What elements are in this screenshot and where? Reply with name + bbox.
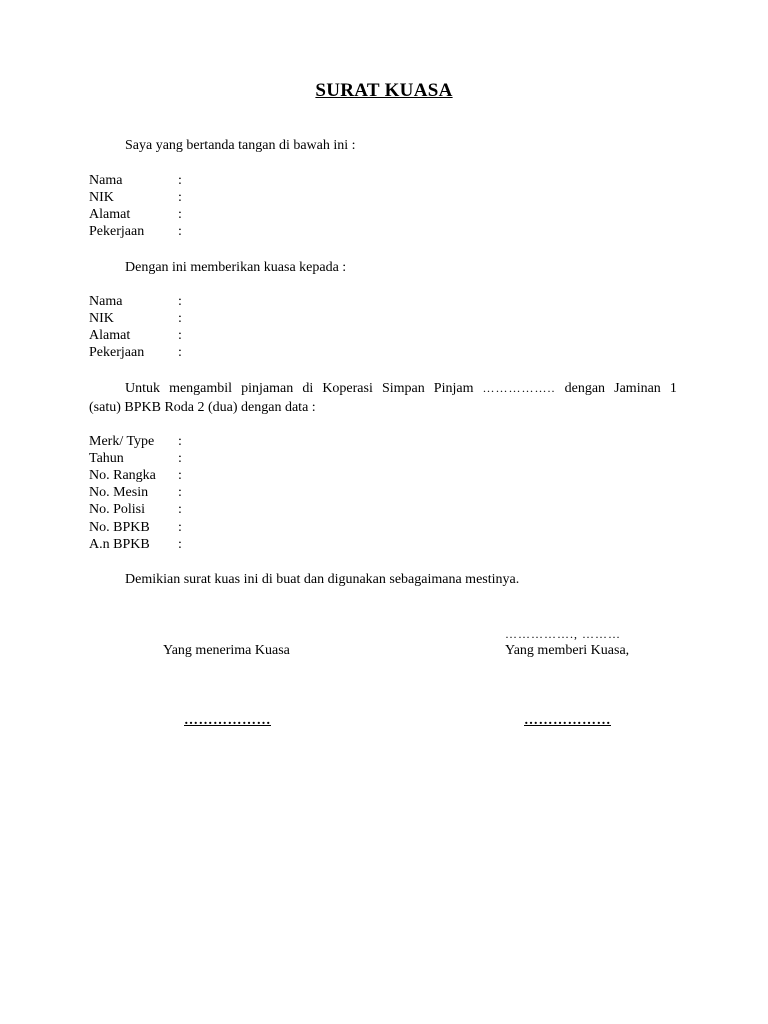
purpose-word: Koperasi	[322, 381, 373, 396]
field-colon: :	[178, 520, 182, 535]
field-label: Alamat	[89, 328, 131, 343]
purpose-word: di	[302, 381, 314, 396]
field-colon: :	[178, 224, 182, 239]
field-colon: :	[178, 207, 182, 222]
field-label: No. Polisi	[89, 502, 146, 517]
giver-field-nik	[89, 189, 182, 206]
field-label: Pekerjaan	[89, 345, 145, 360]
field-label: Nama	[89, 173, 123, 188]
giver-field-alamat	[89, 206, 182, 223]
field-label: Pekerjaan	[89, 224, 145, 239]
field-colon: :	[178, 190, 182, 205]
field-colon: :	[178, 173, 182, 188]
purpose-line-2: (satu) BPKB Roda 2 (dua) dengan data :	[89, 400, 316, 415]
purpose-word: 1	[669, 381, 677, 396]
receiver-signature-label: Yang menerima Kuasa	[163, 643, 290, 658]
field-colon: :	[178, 502, 182, 517]
giver-signature-line: ………………	[524, 713, 611, 728]
vehicle-field-merk	[89, 433, 182, 450]
vehicle-field-tahun	[89, 450, 182, 467]
document-title: SURAT KUASA	[315, 80, 453, 101]
field-label: Alamat	[89, 207, 131, 222]
field-colon: :	[178, 294, 182, 309]
field-colon: :	[178, 311, 182, 326]
place-date-blank: ……………., ………	[505, 627, 621, 641]
vehicle-field-mesin	[89, 484, 182, 501]
field-colon: :	[178, 451, 182, 466]
vehicle-field-rangka	[89, 467, 182, 484]
purpose-word: pinjaman	[241, 381, 294, 396]
purpose-word: Simpan	[381, 381, 425, 396]
purpose-word: dengan	[564, 381, 606, 396]
vehicle-field-an-bpkb	[89, 536, 182, 553]
field-label: No. Rangka	[89, 468, 156, 483]
field-label: NIK	[89, 190, 114, 205]
receiver-field-nik	[89, 310, 182, 327]
field-label: Merk/ Type	[89, 434, 155, 449]
field-label: Tahun	[89, 451, 124, 466]
field-label: No. BPKB	[89, 520, 150, 535]
vehicle-field-polisi	[89, 501, 182, 518]
receiver-field-alamat	[89, 327, 182, 344]
purpose-word: mengambil	[169, 381, 233, 396]
purpose-line-1	[89, 380, 677, 397]
purpose-word: Jaminan	[614, 381, 661, 396]
field-colon: :	[178, 434, 182, 449]
field-colon: :	[178, 328, 182, 343]
giver-field-pekerjaan	[89, 223, 182, 240]
field-label: A.n BPKB	[89, 537, 150, 552]
koperasi-name-blank: ……………..	[482, 381, 556, 395]
purpose-word: Untuk	[125, 381, 160, 396]
field-label: Nama	[89, 294, 123, 309]
field-label: NIK	[89, 311, 114, 326]
field-colon: :	[178, 345, 182, 360]
purpose-paragraph	[89, 380, 677, 416]
purpose-word: Pinjam	[433, 381, 474, 396]
receiver-field-pekerjaan	[89, 344, 182, 361]
vehicle-field-bpkb	[89, 519, 182, 536]
grant-text: Dengan ini memberikan kuasa kepada :	[125, 260, 347, 275]
field-colon: :	[178, 537, 182, 552]
intro-text: Saya yang bertanda tangan di bawah ini :	[125, 138, 356, 153]
receiver-field-name	[89, 293, 182, 310]
giver-signature-label: Yang memberi Kuasa,	[505, 643, 630, 658]
receiver-signature-line: ………………	[184, 713, 271, 728]
field-label: No. Mesin	[89, 485, 149, 500]
giver-field-name	[89, 172, 182, 189]
closing-text: Demikian surat kuas ini di buat dan digunakan sebagaimana mestinya.	[125, 572, 520, 587]
field-colon: :	[178, 468, 182, 483]
field-colon: :	[178, 485, 182, 500]
